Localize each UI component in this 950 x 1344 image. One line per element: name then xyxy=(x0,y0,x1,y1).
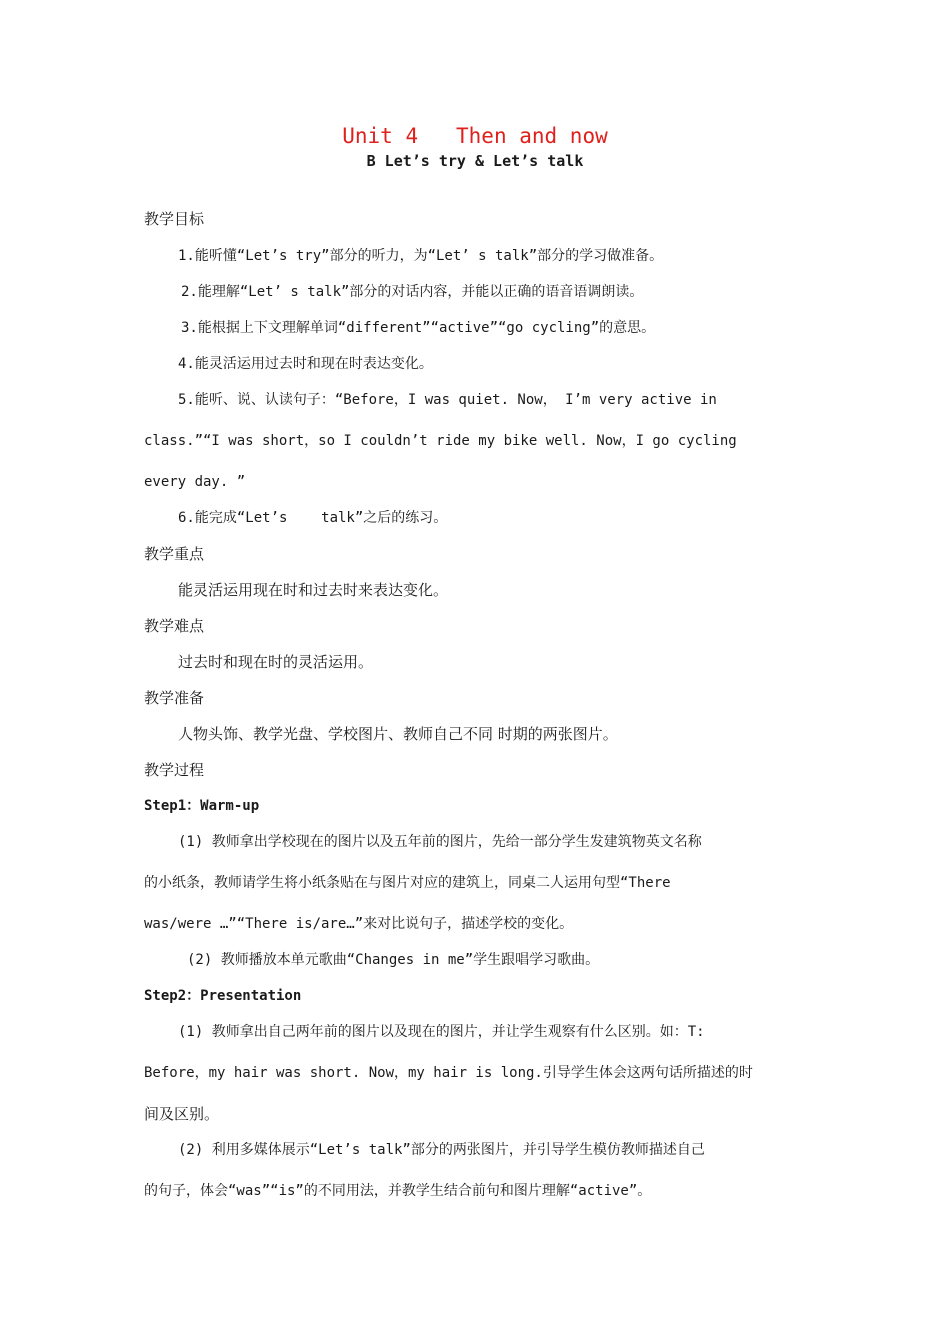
step2-line: 的句子，体会“was”“is”的不同用法，并教学生结合前句和图片理解“active”。 xyxy=(144,1183,652,1199)
step1-line: (2) 教师播放本单元歌曲“Changes in me”学生跟唱学习歌曲。 xyxy=(187,952,600,968)
step2-line: Before，my hair was short. Now，my hair is long.引导学生体会这两句话所描述的时 xyxy=(144,1065,753,1081)
difficulty-heading: 教学难点 xyxy=(144,617,205,635)
goal-item: 1.能听懂“Let’s try”部分的听力，为“Let’ s talk”部分的学习做准备。 xyxy=(178,248,664,264)
process-heading: 教学过程 xyxy=(144,761,205,779)
goal-item-continued: class.”“I was short，so I couldn’t ride my bike well. Now，I go cycling xyxy=(144,433,737,449)
difficulty-text: 过去时和现在时的灵活运用。 xyxy=(178,653,374,671)
goal-item: 2.能理解“Let’ s talk”部分的对话内容，并能以正确的语音语调朗读。 xyxy=(181,284,644,300)
goal-item: 5.能听、说、认读句子：“Before，I was quiet. Now， I’m very active in xyxy=(178,392,717,408)
document-title: Unit 4 Then and now xyxy=(342,124,608,148)
goal-item: 6.能完成“Let’s talk”之后的练习。 xyxy=(178,510,448,526)
goal-item: 4.能灵活运用过去时和现在时表达变化。 xyxy=(178,356,433,372)
document-subtitle: B Let’s try & Let’s talk xyxy=(366,152,584,170)
goals-heading: 教学目标 xyxy=(144,210,205,228)
step2-line: 间及区别。 xyxy=(144,1105,220,1123)
key-heading: 教学重点 xyxy=(144,545,205,563)
step1-line: was/were …”“There is/are…”来对比说句子，描述学校的变化。 xyxy=(144,916,574,932)
step1-line: (1) 教师拿出学校现在的图片以及五年前的图片，先给一部分学生发建筑物英文名称 xyxy=(178,834,702,850)
step2-heading: Step2：Presentation xyxy=(144,988,302,1004)
step2-line: (2) 利用多媒体展示“Let’s talk”部分的两张图片，并引导学生模仿教师描述自己 xyxy=(178,1142,705,1158)
step1-line: 的小纸条，教师请学生将小纸条贴在与图片对应的建筑上，同桌二人运用句型“There xyxy=(144,875,671,891)
key-text: 能灵活运用现在时和过去时来表达变化。 xyxy=(178,581,449,599)
step2-line: (1) 教师拿出自己两年前的图片以及现在的图片，并让学生观察有什么区别。如：T: xyxy=(178,1024,705,1040)
goal-item: 3.能根据上下文理解单词“different”“active”“go cycling”的意思。 xyxy=(181,320,656,336)
prep-heading: 教学准备 xyxy=(144,689,205,707)
prep-text: 人物头饰、教学光盘、学校图片、教师自己不同 时期的两张图片。 xyxy=(178,725,618,743)
step1-heading: Step1：Warm-up xyxy=(144,798,260,814)
goal-item-continued: every day. ” xyxy=(144,474,246,490)
